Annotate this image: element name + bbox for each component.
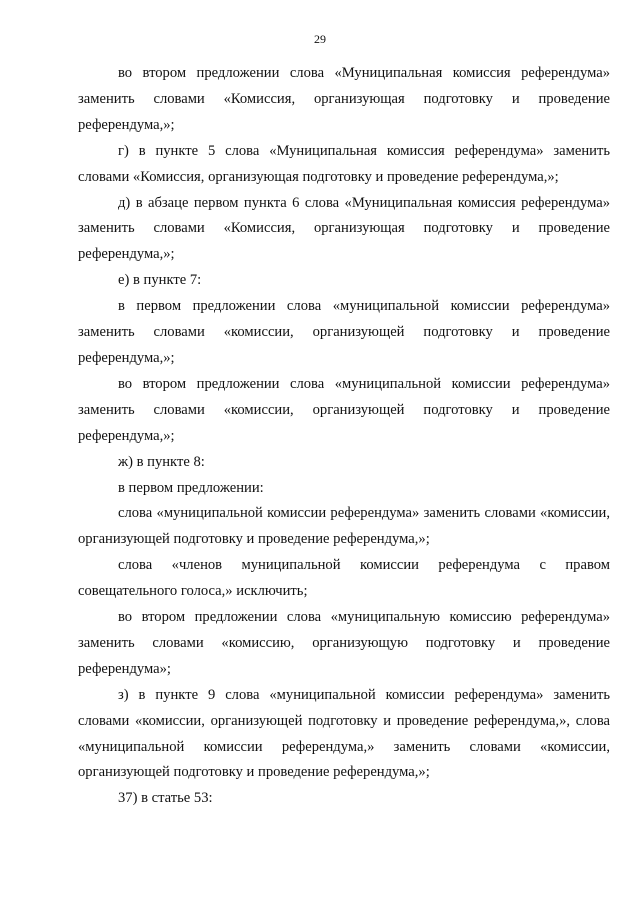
document-body [78,61,610,812]
paragraph: слова «муниципальной комиссии референдума» заменить словами «комиссии, организующей подготовку и проведение референдума,»; [78,505,610,548]
paragraph: в первом предложении слова «муниципальной комиссии референдума» заменить словами «комиссии, организующей подготовку и проведение референдума,»; [78,298,610,366]
paragraph: слова «членов муниципальной комиссии референдума с правом совещательного голоса,» исключить; [78,557,610,600]
page-number: 29 [314,32,326,46]
paragraph: ж) в пункте 8: [118,453,205,470]
paragraph: во втором предложении слова «Муниципальная комиссия референдума» заменить словами «Комиссия, организующая подготовку и проведение референдума,»; [78,65,610,133]
paragraph: во втором предложении слова «муниципальную комиссию референдума» заменить словами «комиссию, организующую подготовку и проведение референдума»; [78,609,610,677]
paragraph: 37) в статье 53: [118,790,213,807]
paragraph: во втором предложении слова «муниципальной комиссии референдума» заменить словами «комиссии, организующей подготовку и проведение референдума,»; [78,375,610,444]
paragraph: в первом предложении: [118,479,264,496]
paragraph: е) в пункте 7: [118,272,202,289]
paragraph: г) в пункте 5 слова «Муниципальная комиссия референдума» заменить словами «Комиссия, организующая подготовку и проведение референдума,»; [78,142,610,185]
paragraph: д) в абзаце первом пункта 6 слова «Муниципальная комиссия референдума» заменить словами «Комиссия, организующая подготовку и проведение референдума,»; [78,194,610,263]
paragraph: з) в пункте 9 слова «муниципальной комиссии референдума» заменить словами «комиссии, организующей подготовку и проведение референдума,», слова «муниципальной комиссии референдума,» заменить словами «комиссии, организующей подготовку и проведение референдума,»; [78,686,610,781]
